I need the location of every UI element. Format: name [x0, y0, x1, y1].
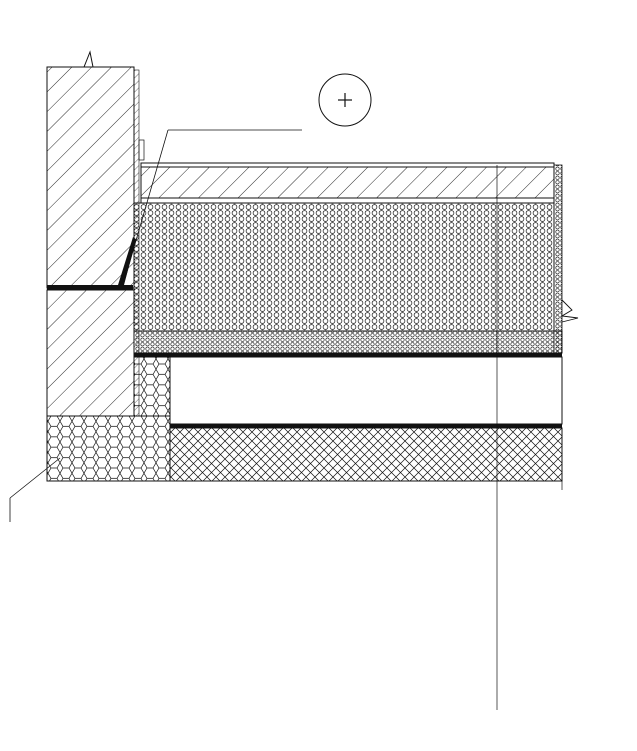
foundation-wall [47, 52, 144, 416]
floor-layers [134, 163, 578, 710]
section-symbol [319, 74, 371, 126]
